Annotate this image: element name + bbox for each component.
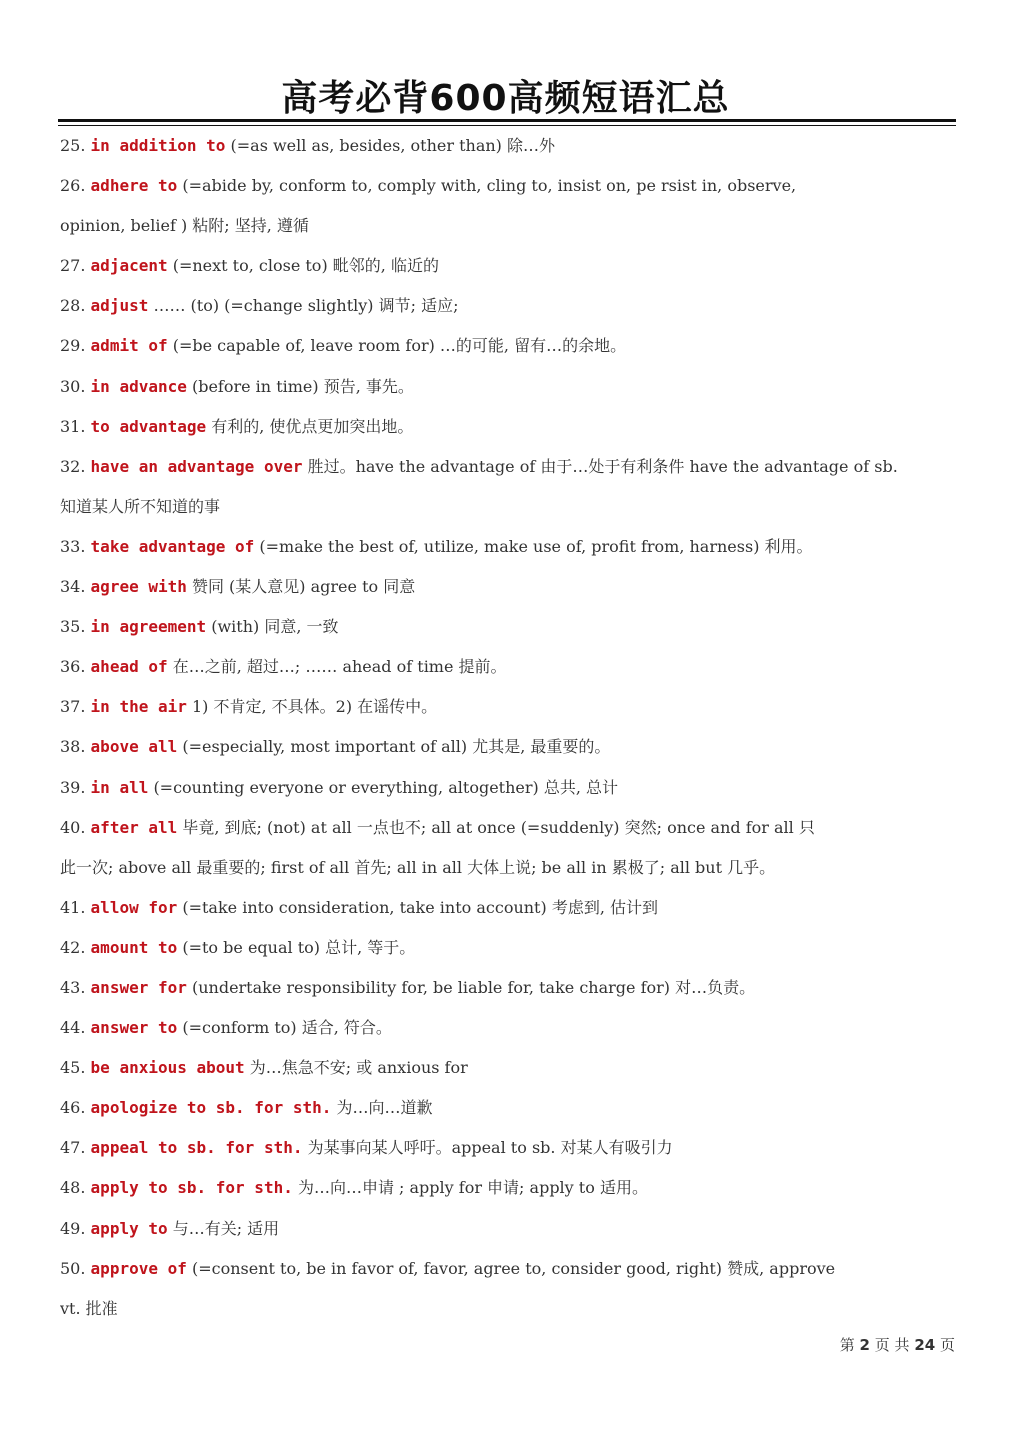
entry-phrase: answer for [90, 977, 187, 997]
phrase-entry [60, 1048, 956, 1088]
entry-definition: (=to be equal to) 总计, 等于。 [182, 937, 416, 957]
entry-definition: 有利的, 使优点更加突出地。 [211, 416, 414, 436]
entry-number: 30. [60, 376, 86, 396]
entry-definition: …… (to) (=change slightly) 调节; 适应; [153, 296, 459, 316]
phrase-entry [60, 1128, 956, 1168]
entry-definition: (=make the best of, utilize, make use of, profit from, harness) 利用。 [259, 536, 813, 556]
phrase-entry [60, 768, 956, 808]
entry-phrase: apply to sb. for sth. [90, 1178, 293, 1198]
entry-number: 32. [60, 456, 86, 476]
phrase-entry [60, 647, 956, 687]
entry-definition: 1) 不肯定, 不具体。2) 在谣传中。 [191, 697, 438, 717]
entry-number: 43. [60, 977, 86, 997]
phrase-entry [60, 326, 956, 366]
entry-definition: 与…有关; 适用 [172, 1218, 280, 1238]
entry-phrase: appeal to sb. for sth. [90, 1138, 303, 1158]
entry-number: 46. [60, 1098, 86, 1118]
entry-phrase: in the air [90, 697, 187, 717]
phrase-entry [60, 166, 956, 206]
title-rule-thick [58, 119, 956, 122]
entry-definition-continued: vt. 批准 [60, 1298, 118, 1318]
entry-phrase: allow for [90, 897, 178, 917]
phrase-entry [60, 1209, 956, 1249]
phrase-entry [60, 808, 956, 848]
entry-definition-continued: opinion, belief ) 粘附; 坚持, 遵循 [60, 216, 309, 236]
entry-phrase: amount to [90, 937, 178, 957]
entry-definition: (=as well as, besides, other than) 除…外 [230, 136, 556, 155]
entry-number: 41. [60, 897, 86, 917]
entry-number: 45. [60, 1058, 86, 1078]
entry-phrase: ahead of [90, 657, 168, 677]
entry-phrase: in all [90, 777, 149, 797]
phrase-entry [60, 888, 956, 928]
entry-definition: 为某事向某人呼吁。appeal to sb. 对某人有吸引力 [307, 1138, 673, 1158]
phrase-entry [60, 126, 956, 166]
entry-definition: 赞同 (某人意见) agree to 同意 [191, 577, 416, 597]
entry-definition: 毕竟, 到底; (not) at all 一点也不; all at once (=suddenly) 突然; once and for all 只 [182, 817, 815, 837]
entry-phrase: apologize to sb. for sth. [90, 1098, 332, 1118]
entry-phrase: approve of [90, 1258, 187, 1278]
entry-number: 25. [60, 136, 86, 155]
phrase-entry [60, 687, 956, 727]
entry-phrase: in advance [90, 376, 187, 396]
entry-number: 49. [60, 1218, 86, 1238]
phrase-entry [60, 407, 956, 447]
entry-definition: 在…之前, 超过…; …… ahead of time 提前。 [172, 657, 507, 677]
entry-phrase: have an advantage over [90, 456, 303, 476]
phrase-entry [60, 527, 956, 567]
entry-definition: (=counting everyone or everything, altogether) 总共, 总计 [153, 777, 619, 797]
entry-number: 33. [60, 536, 86, 556]
entry-phrase: admit of [90, 336, 168, 356]
page-footer [840, 1334, 955, 1355]
footer-suffix: 页 [939, 1336, 955, 1354]
entry-definition-continued: 此一次; above all 最重要的; first of all 首先; all in all 大体上说; be all in 累极了; all but 几乎。 [60, 857, 776, 877]
entry-number: 39. [60, 777, 86, 797]
footer-total-pages: 24 [914, 1336, 936, 1354]
entry-number: 42. [60, 937, 86, 957]
entry-number: 36. [60, 657, 86, 677]
entry-definition: (before in time) 预告, 事先。 [191, 376, 414, 396]
entry-phrase: be anxious about [90, 1058, 245, 1078]
phrase-entry [60, 1249, 956, 1289]
entry-number: 35. [60, 617, 86, 637]
entry-number: 44. [60, 1018, 86, 1038]
entry-number: 28. [60, 296, 86, 316]
phrase-entry [60, 1168, 956, 1208]
phrase-entry [60, 286, 956, 326]
entry-phrase: in agreement [90, 617, 207, 637]
entry-definition: 为…向…道歉 [336, 1098, 433, 1118]
entry-phrase: in addition to [90, 136, 226, 155]
phrase-entry [60, 246, 956, 286]
entry-definition: (=next to, close to) 毗邻的, 临近的 [172, 256, 439, 276]
entry-number: 48. [60, 1178, 86, 1198]
entry-number: 26. [60, 176, 86, 196]
phrase-entry [60, 447, 956, 487]
phrase-entry [60, 928, 956, 968]
phrase-entry [60, 1088, 956, 1128]
entry-phrase: apply to [90, 1218, 168, 1238]
entry-definition: 为…向…申请 ; apply for 申请; apply to 适用。 [297, 1178, 648, 1198]
entry-definition: (undertake responsibility for, be liable for, take charge for) 对…负责。 [191, 977, 756, 997]
entry-number: 29. [60, 336, 86, 356]
entry-definition: (=take into consideration, take into account) 考虑到, 估计到 [182, 897, 658, 917]
entry-phrase: to advantage [90, 416, 207, 436]
phrase-list [60, 126, 956, 1329]
entry-phrase: adjacent [90, 256, 168, 276]
entry-definition: (=abide by, conform to, comply with, cling to, insist on, pe rsist in, observe, [182, 176, 797, 196]
entry-number: 47. [60, 1138, 86, 1158]
phrase-entry [60, 727, 956, 767]
page-title: 高考必背600高频短语汇总 [281, 78, 730, 119]
entry-definition: (=consent to, be in favor of, favor, agree to, consider good, right) 赞成, approve [191, 1258, 836, 1278]
entry-definition-continued: 知道某人所不知道的事 [60, 496, 221, 516]
entry-definition: (=especially, most important of all) 尤其是, 最重要的。 [182, 737, 611, 757]
entry-definition: (=be capable of, leave room for) …的可能, 留有…的余地。 [172, 336, 627, 356]
entry-number: 34. [60, 577, 86, 597]
entry-phrase: answer to [90, 1018, 178, 1038]
entry-number: 40. [60, 817, 86, 837]
entry-number: 31. [60, 416, 86, 436]
footer-middle: 页 共 [874, 1336, 910, 1354]
entry-number: 50. [60, 1258, 86, 1278]
entry-number: 37. [60, 697, 86, 717]
entry-definition: (=conform to) 适合, 符合。 [182, 1018, 392, 1038]
phrase-entry [60, 1008, 956, 1048]
entry-phrase: agree with [90, 577, 187, 597]
phrase-entry [60, 567, 956, 607]
entry-phrase: after all [90, 817, 178, 837]
entry-number: 27. [60, 256, 86, 276]
footer-prefix: 第 [839, 1336, 855, 1354]
entry-phrase: adhere to [90, 176, 178, 196]
phrase-entry [60, 367, 956, 407]
footer-page-number: 2 [859, 1336, 870, 1354]
phrase-entry [60, 607, 956, 647]
entry-phrase: adjust [90, 296, 149, 316]
entry-definition: 胜过。have the advantage of 由于…处于有利条件 have the advantage of sb. [307, 456, 898, 476]
entry-phrase: take advantage of [90, 536, 255, 556]
entry-definition: (with) 同意, 一致 [211, 617, 339, 637]
entry-phrase: above all [90, 737, 178, 757]
phrase-entry [60, 968, 956, 1008]
entry-definition: 为…焦急不安; 或 anxious for [249, 1058, 468, 1078]
entry-number: 38. [60, 737, 86, 757]
